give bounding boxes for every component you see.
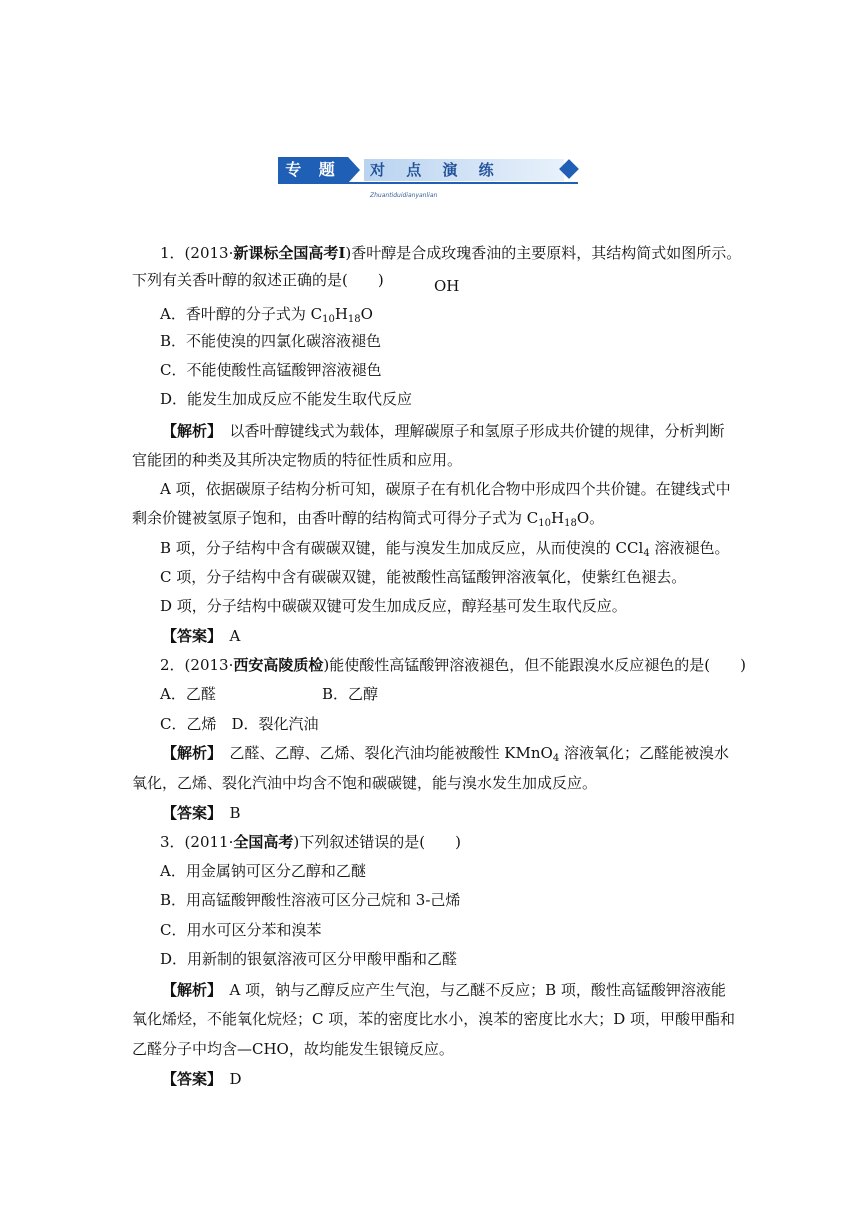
q3-analysis-tag: 【解析】 [162,981,215,999]
q1-optA-text: A．香叶醇的分子式为 C [160,305,323,323]
q1-answer-tag: 【答案】 [162,627,215,645]
q3-source: 全国高考 [233,833,294,851]
q1-option-d: D．能发生加成反应不能发生取代反应 [160,390,413,408]
q2-analysis-text1: 乙醛、乙醇、乙烯、裂化汽油均能被酸性 KMnO [214,744,553,762]
q2-analysis-post: 溶液氧化；乙醛能被溴水 [559,744,729,762]
banner-underline [278,182,578,184]
q2-source-prefix: (2013· [184,656,234,674]
q2-number: 2． [160,656,185,674]
q2-analysis-line2: 氧化，乙烯、裂化汽油中均含不饱和碳碳键，能与溴水发生加成反应。 [132,774,598,792]
q1-analysis-line2: 官能团的种类及其所决定物质的特征性质和应用。 [132,451,463,469]
q2-option-a: A．乙醛 [160,685,216,703]
q3-answer [162,1069,242,1089]
q2-stem [160,655,746,675]
q3-text: )下列叙述错误的是( ) [293,833,461,851]
banner-left-label: 专 题 [278,157,348,183]
q3-stem [160,832,461,852]
q1-a2-text: 剩余价键被氢原子饱和，由香叶醇的结构简式可得分子式为 C [132,509,539,527]
q1-source-prefix: (2013· [184,244,234,262]
q1-oh-label [434,276,459,296]
q2-option-cd: C．乙烯 D．裂化汽油 [160,715,319,733]
q3-option-d: D．用新制的银氨溶液可区分甲酸甲酯和乙醛 [160,950,458,968]
q1-optA-sub2: 18 [347,314,361,325]
q1-b-text: B 项，分子结构中含有碳碳双键，能与溴发生加成反应，从而使溴的 CCl [160,539,644,557]
q3-option-b: B．用高锰酸钾酸性溶液可区分己烷和 3-己烯 [160,891,461,909]
q1-analysis-b [160,538,729,564]
q2-source: 西安高陵质检 [233,656,324,674]
q1-optA-sub1: 10 [322,314,335,325]
q2-answer-value: B [214,804,241,822]
q2-answer-tag: 【答案】 [162,804,215,822]
q1-analysis-a1: A 项，依据碳原子结构分析可知，碳原子在有机化合物中形成四个共价键。在键线式中 [160,480,731,498]
q3-analysis-line3: 乙醛分子中均含—CHO，故均能发生银镜反应。 [132,1040,454,1058]
banner-pinyin: Zhuantiduidianyanlian [370,192,438,199]
section-banner [278,157,583,199]
q1-number: 1． [160,244,185,262]
q3-option-a: A．用金属钠可区分乙醇和乙醚 [160,862,366,880]
q1-option-a [160,304,373,330]
q3-answer-value: D [214,1070,242,1088]
q2-analysis-tag: 【解析】 [162,744,215,762]
q2-option-b: B．乙醇 [322,685,379,703]
q1-optA-o: O [360,305,373,323]
q1-text1: )香叶醇是合成玫瑰香油的主要原料，其结构简式如图所示。 [345,244,742,262]
q3-answer-tag: 【答案】 [162,1070,215,1088]
q1-analysis-line1 [162,421,725,441]
q1-analysis-text1: 以香叶醇键线式为载体，理解碳原子和氢原子形成共价键的规律，分析判断 [214,422,725,440]
q1-b-post: 溶液褪色。 [649,539,730,557]
q3-analysis-line2: 氧化烯烃，不能氧化烷烃；C 项，苯的密度比水小，溴苯的密度比水大；D 项，甲酸甲酯和 [132,1010,736,1028]
q1-stem-line2: 下列有关香叶醇的叙述正确的是( ) [132,271,384,289]
q3-analysis-line1 [162,980,726,1000]
q1-analysis-tag: 【解析】 [162,422,215,440]
q1-analysis-a2 [132,508,604,534]
banner-title: 对 点 演 练 [370,161,502,179]
q1-a2-sub1: 10 [538,518,551,529]
q1-a2-h: H [550,509,565,527]
q1-optA-h: H [334,305,348,323]
q1-a2-o: O。 [576,509,605,527]
q1-source: 新课标全国高考Ⅰ [233,244,346,262]
q2-analysis-line1 [162,743,729,769]
q2-text: )能使酸性高锰酸钾溶液褪色，但不能跟溴水反应褪色的是( ) [323,656,746,674]
q1-option-b: B．不能使溴的四氯化碳溶液褪色 [160,332,382,350]
q3-source-prefix: (2011· [184,833,234,851]
q1-answer-value: A [214,627,241,645]
banner-right-label [364,159,564,199]
q1-answer [162,626,240,646]
q3-analysis-text1: A 项，钠与乙醇反应产生气泡，与乙醚不反应；B 项，酸性高锰酸钾溶液能 [214,981,726,999]
q1-analysis-d: D 项，分子结构中碳碳双键可发生加成反应，醇羟基可发生取代反应。 [160,597,627,615]
q2-answer [162,803,241,823]
q1-b-sub: 4 [643,548,650,559]
oh-text: OH [434,277,460,295]
q2-analysis-sub: 4 [552,753,560,764]
q1-stem-line1 [160,243,741,263]
q1-a2-sub2: 18 [564,518,577,529]
q1-option-c: C．不能使酸性高锰酸钾溶液褪色 [160,361,382,379]
q3-option-c: C．用水可区分苯和溴苯 [160,921,322,939]
q1-analysis-c: C 项，分子结构中含有碳碳双键，能被酸性高锰酸钾溶液氧化，使紫红色褪去。 [160,568,687,586]
banner-arrow [348,157,360,183]
q3-number: 3． [160,833,185,851]
